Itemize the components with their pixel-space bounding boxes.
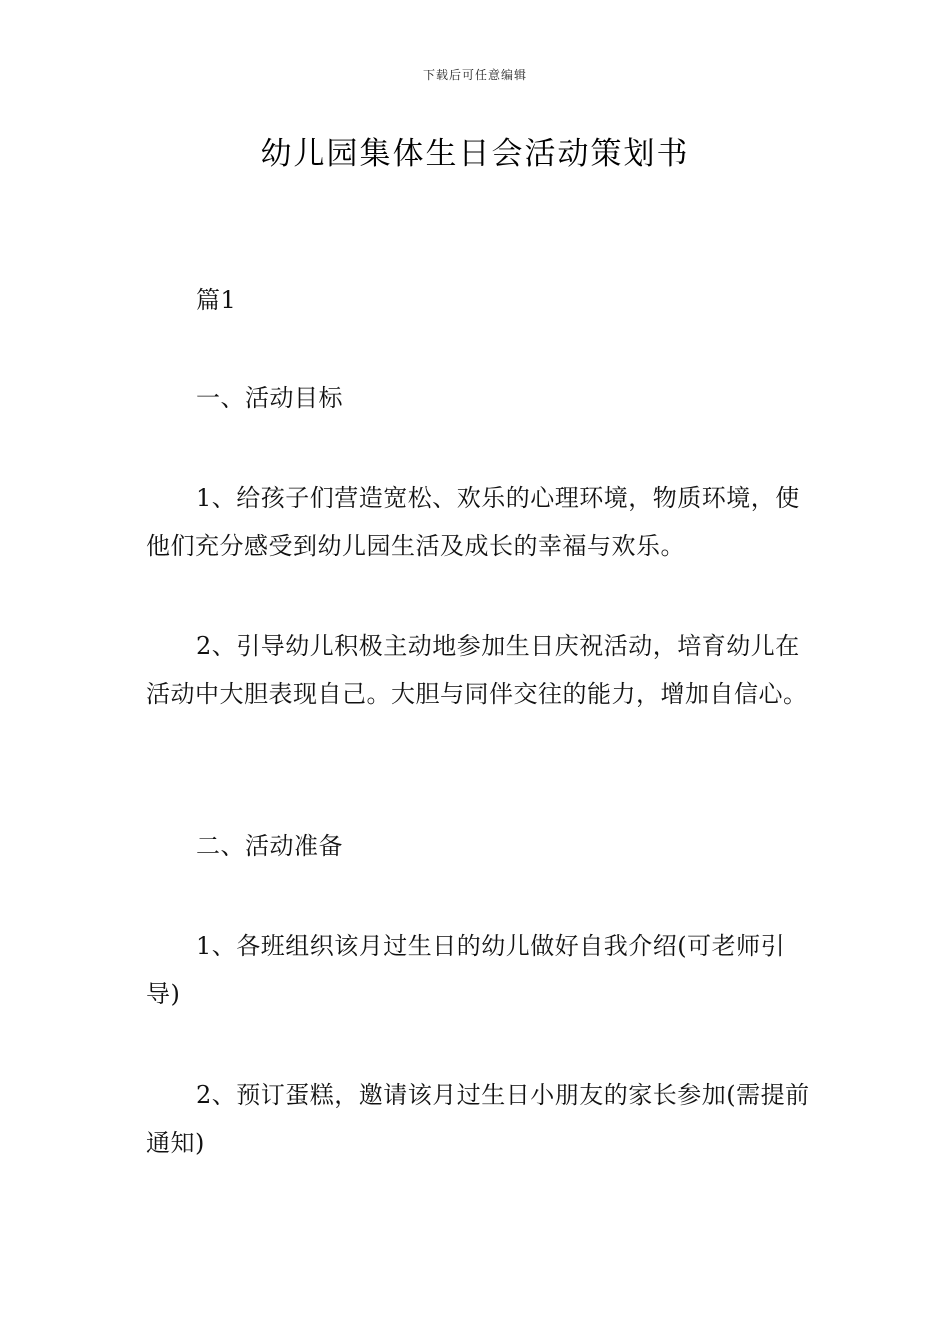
goal-paragraph-1: 1、给孩子们营造宽松、欢乐的心理环境，物质环境，使他们充分感受到幼儿园生活及成长的幸福与欢乐。 xyxy=(146,484,800,560)
section-label: 篇1 xyxy=(196,286,237,314)
prep-paragraph-1: 1、各班组织该月过生日的幼儿做好自我介绍(可老师引导) xyxy=(146,932,786,1008)
heading-activity-preparation: 二、活动准备 xyxy=(196,832,343,860)
document-title: 幼儿园集体生日会活动策划书 xyxy=(260,136,690,172)
heading-activity-goals: 一、活动目标 xyxy=(196,384,343,412)
prep-paragraph-2: 2、预订蛋糕，邀请该月过生日小朋友的家长参加(需提前通知) xyxy=(146,1081,810,1157)
header-note: 下载后可任意编辑 xyxy=(422,68,527,82)
goal-paragraph-2: 2、引导幼儿积极主动地参加生日庆祝活动，培育幼儿在活动中大胆表现自己。大胆与同伴交往的能力，增加自信心。 xyxy=(146,632,808,708)
